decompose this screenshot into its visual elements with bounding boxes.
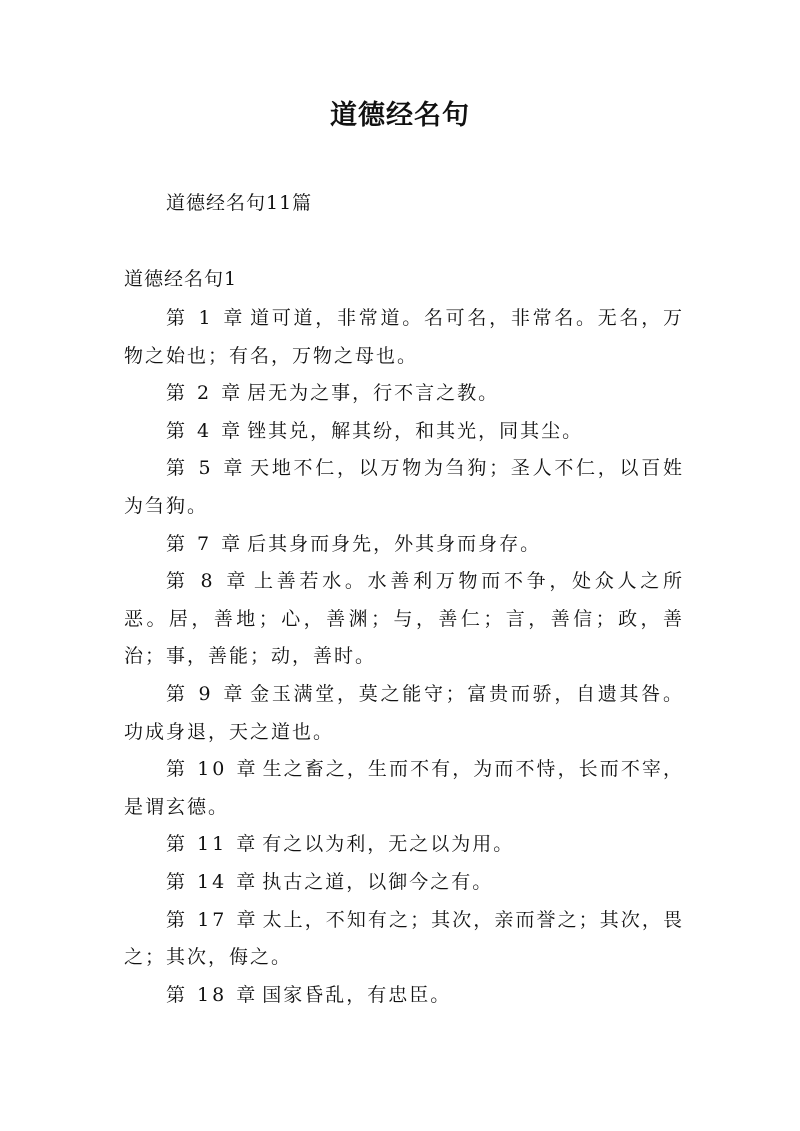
quote-text: 锉其兑，解其纷，和其光，同其尘。 (247, 419, 584, 442)
quote-item-chapter-18 (124, 977, 684, 1015)
chapter-label: 第 2 章 (166, 382, 244, 405)
chapter-label: 第 5 章 (166, 457, 247, 480)
quote-text: 居无为之事，行不言之教。 (247, 382, 500, 405)
document-title: 道德经名句 (330, 100, 470, 131)
quote-item-chapter-8 (124, 563, 684, 676)
quote-text: 执古之道，以御今之有。 (262, 870, 494, 893)
quote-item-chapter-14 (124, 864, 684, 902)
chapter-label: 第 1 章 (166, 307, 247, 329)
section-heading: 道德经名句1 (124, 268, 238, 290)
quote-item-chapter-5 (124, 450, 684, 525)
chapter-label: 第 4 章 (166, 419, 244, 442)
chapter-label: 第 18 章 (166, 983, 259, 1006)
quote-list (124, 300, 684, 1014)
chapter-label: 第 8 章 (166, 570, 251, 593)
quote-text: 道可道，非常道。名可名，非常名。无名，万物之始也；有名，万物之母也。 (124, 307, 684, 367)
quote-text: 金玉满堂，莫之能守；富贵而骄，自遗其咎。功成身退，天之道也。 (124, 682, 684, 743)
quote-item-chapter-11 (124, 826, 684, 864)
quote-item-chapter-9 (124, 676, 684, 751)
quote-text: 太上，不知有之；其次，亲而誉之；其次，畏之；其次，侮之。 (124, 908, 684, 969)
quote-text: 上善若水。水善利万物而不争，处众人之所恶。居，善地；心，善渊；与，善仁；言，善信；政，善治；事，善能；动，善时。 (124, 570, 684, 668)
quote-item-chapter-10 (124, 751, 684, 826)
quote-text: 天地不仁，以万物为刍狗；圣人不仁，以百姓为刍狗。 (124, 457, 684, 517)
chapter-label: 第 7 章 (166, 532, 244, 555)
chapter-label: 第 10 章 (166, 758, 259, 781)
quote-item-chapter-1 (124, 300, 684, 375)
quote-text: 生之畜之，生而不有，为而不恃，长而不宰，是谓玄德。 (124, 758, 684, 818)
document-subtitle: 道德经名句11篇 (166, 192, 313, 214)
quote-item-chapter-7 (124, 526, 684, 564)
quote-text: 国家昏乱，有忠臣。 (262, 983, 452, 1006)
quote-item-chapter-17 (124, 902, 684, 977)
chapter-label: 第 11 章 (166, 833, 259, 856)
quote-text: 后其身而身先，外其身而身存。 (247, 532, 542, 555)
chapter-label: 第 9 章 (166, 682, 247, 705)
quote-item-chapter-2 (124, 375, 684, 413)
chapter-label: 第 14 章 (166, 870, 259, 893)
quote-text: 有之以为利，无之以为用。 (262, 833, 515, 856)
quote-item-chapter-4 (124, 413, 684, 451)
chapter-label: 第 17 章 (166, 908, 259, 931)
